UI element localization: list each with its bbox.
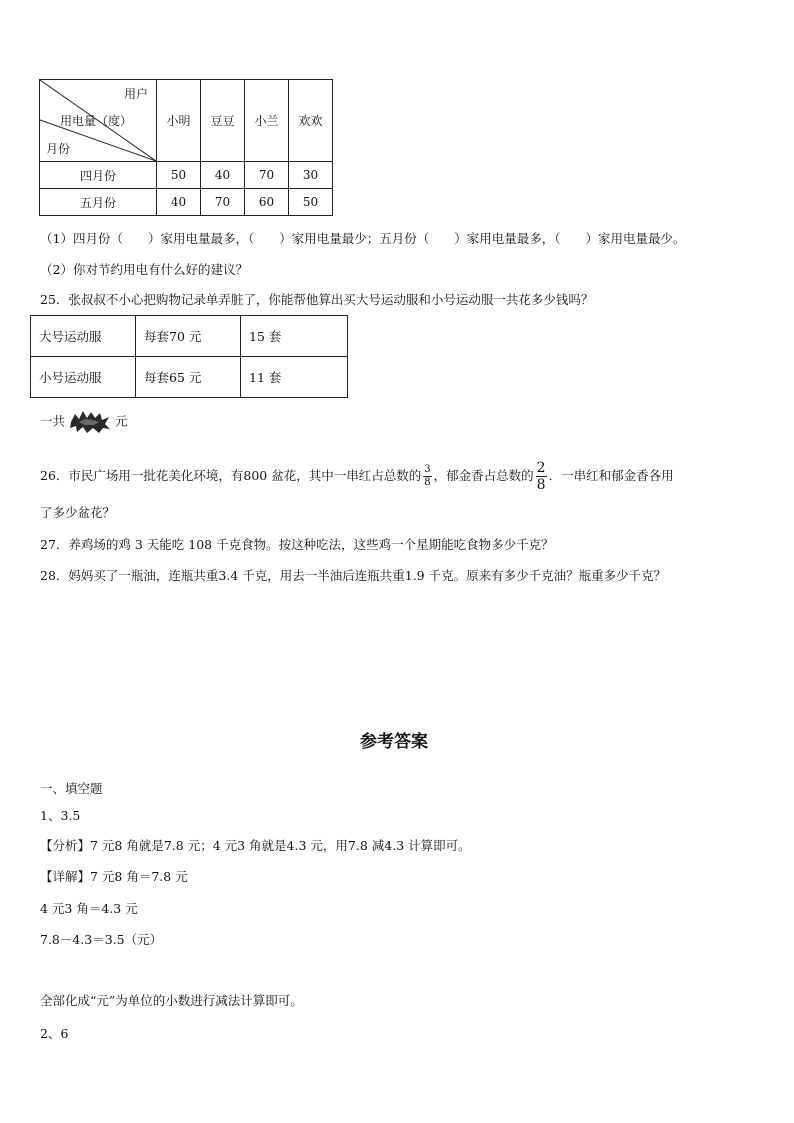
answer-1: 1、3.5 [40,808,81,823]
row-label: 五月份 [40,189,157,216]
item-price: 每套65 元 [136,357,241,398]
column-header: 欢欢 [289,80,333,162]
table-row [31,316,348,357]
item-name: 大号运动服 [31,316,136,357]
column-header: 小明 [157,80,201,162]
q27-text: 27．养鸡场的鸡 3 天能吃 108 千克食物。按这种吃法，这些鸡一个星期能吃食物多少千克？ [40,537,554,552]
table-row [40,189,333,216]
answer-2: 2、6 [40,1026,69,1041]
fraction-numerator: 2 [536,460,546,476]
table-cell: 50 [157,162,201,189]
table-cell: 40 [201,162,245,189]
q25-total-line [40,410,128,434]
q24-part1: （1）四月份（ ）家用电量最多，（ ）家用电量最少；五月份（ ）家用电量最多，（ ）家用电量最少。 [40,231,686,246]
column-header: 小兰 [245,80,289,162]
q26-text-3: ．一串红和郁金香各用 [548,468,674,483]
fraction-denominator: 8 [536,477,546,493]
table-cell: 40 [157,189,201,216]
answers-title: 参考答案 [360,732,428,752]
answer-1-detail: 【详解】7 元8 角＝7.8 元 [40,869,188,884]
q24-part2: （2）你对节约用电有什么好的建议？ [40,262,248,277]
fraction-three-eighths [423,465,431,488]
answer-1-analysis: 【分析】7 元8 角就是7.8 元；4 元3 角就是4.3 元，用7.8 减4.3 计算即可。 [40,838,471,853]
table-cell: 60 [245,189,289,216]
table-row [40,162,333,189]
item-qty: 11 套 [241,357,348,398]
electricity-table [39,79,333,216]
table-cell: 30 [289,162,333,189]
total-suffix: 元 [114,413,128,429]
item-price: 每套70 元 [136,316,241,357]
answer-1-summary: 全部化成“元”为单位的小数进行减法计算即可。 [40,993,303,1008]
answers-section-heading: 一、填空题 [40,781,103,796]
q26-text-2: ，郁金香占总数的 [433,468,534,483]
table-cell: 70 [245,162,289,189]
total-prefix: 一共 [40,413,66,429]
fraction-numerator: 3 [424,464,431,475]
answer-1-line2: 4 元3 角＝4.3 元 [40,901,138,916]
ink-stain-icon [69,410,111,434]
diagonal-header-cell [40,80,157,162]
header-user-label: 用户 [124,87,149,101]
q26-line2: 了多少盆花？ [40,505,116,520]
header-month-label: 月份 [46,142,71,156]
table-cell: 70 [201,189,245,216]
q26-line1 [40,461,674,492]
header-usage-label: 用电量（度） [60,114,133,128]
q25-text: 25．张叔叔不小心把购物记录单弄脏了，你能帮他算出买大号运动服和小号运动服一共花多少钱吗？ [40,292,594,307]
table-row [31,357,348,398]
q28-text: 28．妈妈买了一瓶油，连瓶共重3.4 千克，用去一半油后连瓶共重1.9 千克。原来有多少千克油？瓶重多少千克？ [40,568,667,583]
fraction-two-eighths [536,461,547,492]
table-cell: 50 [289,189,333,216]
q26-text-1: 26．市民广场用一批花美化环境，有800 盆花，其中一串红占总数的 [40,468,422,483]
item-name: 小号运动服 [31,357,136,398]
column-header: 豆豆 [201,80,245,162]
shopping-record-table [30,315,348,398]
answer-1-line3: 7.8－4.3＝3.5（元） [40,932,163,947]
fraction-denominator: 8 [424,477,431,488]
item-qty: 15 套 [241,316,348,357]
row-label: 四月份 [40,162,157,189]
